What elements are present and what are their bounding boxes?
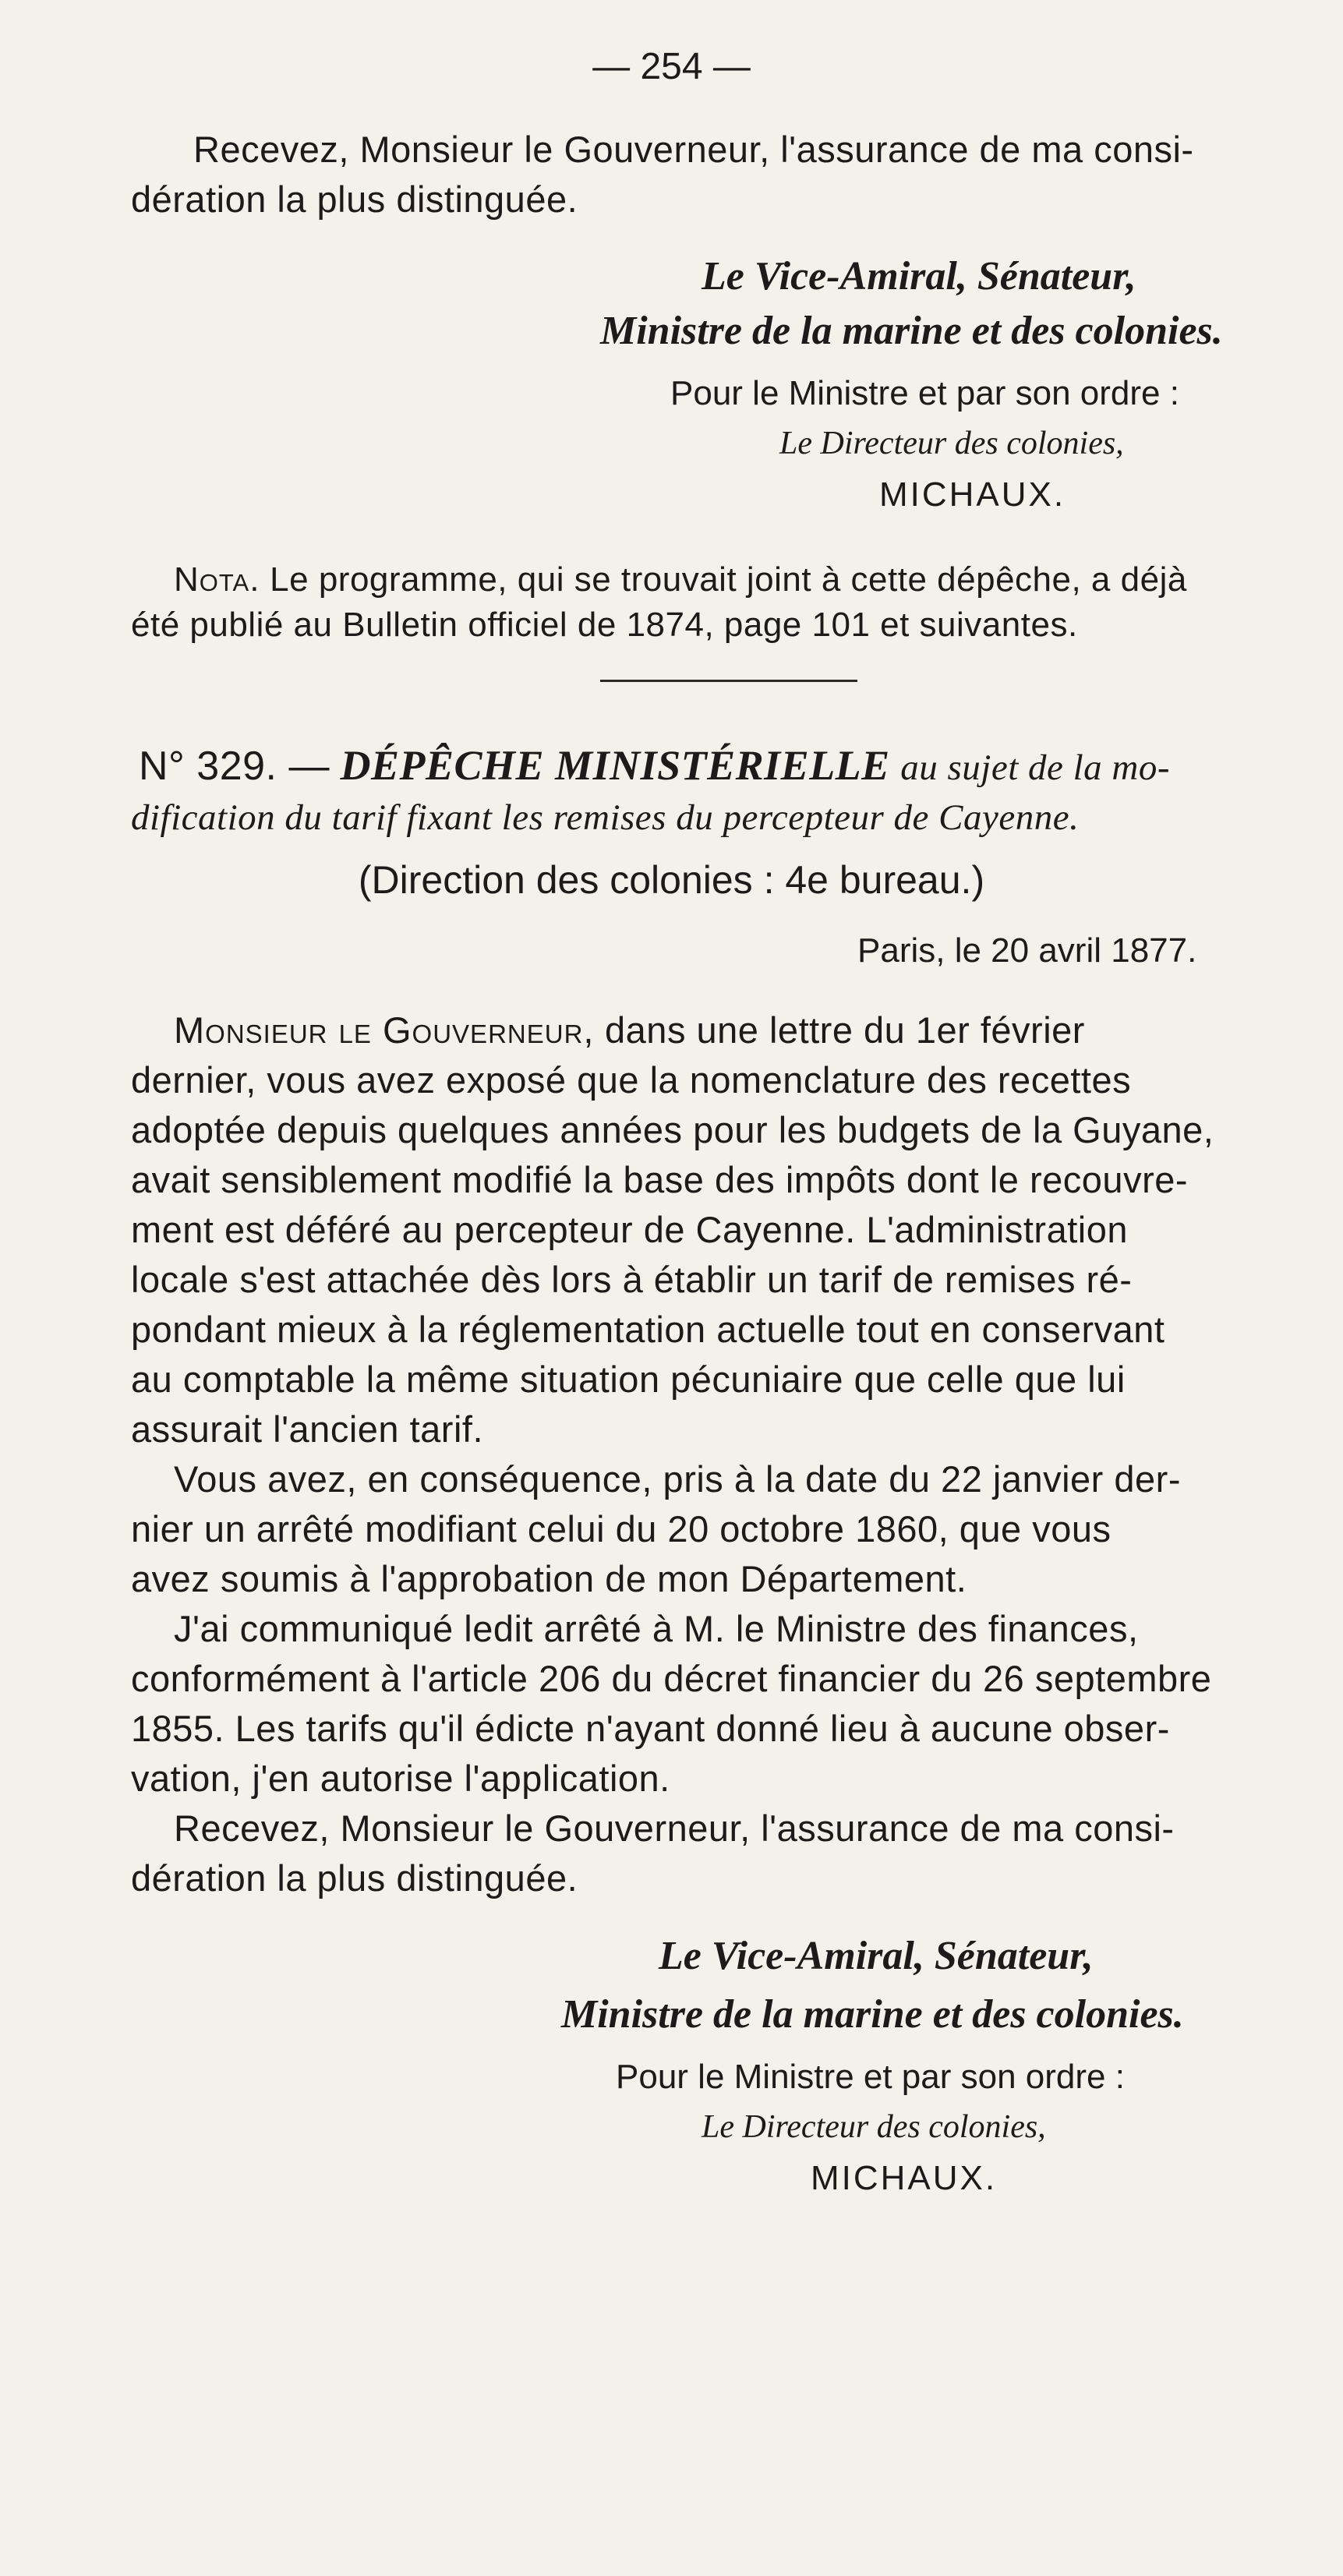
text-line: Recevez, Monsieur le Gouverneur, l'assurance de ma consi- [174,1807,1175,1849]
text-line: Recevez, Monsieur le Gouverneur, l'assurance de ma consi- [193,129,1194,170]
paragraph-1 [131,1005,1316,1454]
text-line: dération la plus distinguée. [131,1857,578,1899]
signature-name: MICHAUX. [879,475,1066,514]
signature-title-2: Ministre de la marine et des colonies. [600,309,1223,353]
text-line: pondant mieux à la réglementation actuelle tout en conservant [131,1309,1165,1350]
text-line: été publié au Bulletin officiel de 1874, page 101 et suivantes. [131,606,1078,644]
signature-name: MICHAUX. [811,2159,998,2197]
signature-title-1: Le Vice-Amiral, Sénateur, [659,1934,1094,1978]
text-line: adoptée depuis quelques années pour les budgets de la Guyane, [131,1109,1214,1150]
dateline: Paris, le 20 avril 1877. [857,931,1197,970]
signature-title-1: Le Vice-Amiral, Sénateur, [702,254,1136,299]
text-line: dans une lettre du 1er février [605,1009,1085,1051]
paragraph-4 [131,1804,1316,1903]
text-line: Vous avez, en conséquence, pris à la date du 22 janvier der- [174,1458,1181,1500]
text-line: dernier, vous avez exposé que la nomenclature des recettes [131,1059,1132,1101]
signature-pour: Pour le Ministre et par son ordre : [616,2058,1125,2096]
dispatch-subject: au sujet de la mo- [900,747,1171,788]
nota-label: Nota. [174,560,260,599]
signature-pour: Pour le Ministre et par son ordre : [670,374,1179,412]
salutation: Monsieur le Gouverneur, [174,1009,595,1051]
text-line: avait sensiblement modifié la base des impôts dont le recouvre- [131,1159,1189,1200]
page-number: — 254 — [592,46,751,87]
dispatch-subject: dification du tarif fixant les remises du percepteur de Cayenne. [131,797,1080,838]
nota-paragraph [131,557,1316,648]
dispatch-number: N° 329. — [139,744,330,789]
signature-director: Le Directeur des colonies, [702,2109,1046,2145]
text-line: vation, j'en autorise l'application. [131,1758,670,1799]
paragraph-2 [131,1454,1316,1604]
text-line: ment est déféré au percepteur de Cayenne. L'administration [131,1209,1128,1250]
dispatch-title: DÉPÊCHE MINISTÉRIELLE [340,742,890,789]
text-line: dération la plus distinguée. [131,178,578,220]
closing-paragraph-top [131,125,1316,224]
text-line: Le programme, qui se trouvait joint à cette dépêche, a déjà [270,560,1187,599]
text-line: avez soumis à l'approbation de mon Département. [131,1558,967,1599]
direction-note: (Direction des colonies : 4e bureau.) [358,858,985,902]
dispatch-heading [131,740,1316,843]
signature-title-2: Ministre de la marine et des colonies. [561,1992,1184,2037]
text-line: assurait l'ancien tarif. [131,1408,484,1450]
section-divider [600,680,857,682]
text-line: conformément à l'article 206 du décret financier du 26 septembre [131,1658,1212,1699]
text-line: J'ai communiqué ledit arrêté à M. le Ministre des finances, [174,1608,1139,1649]
text-line: locale s'est attachée dès lors à établir un tarif de remises ré- [131,1259,1133,1300]
text-line: 1855. Les tarifs qu'il édicte n'ayant donné lieu à aucune obser- [131,1708,1170,1749]
text-line: nier un arrêté modifiant celui du 20 octobre 1860, que vous [131,1508,1112,1549]
text-line: au comptable la même situation pécuniaire que celle que lui [131,1359,1126,1400]
signature-director: Le Directeur des colonies, [779,426,1124,461]
paragraph-3 [131,1604,1316,1804]
